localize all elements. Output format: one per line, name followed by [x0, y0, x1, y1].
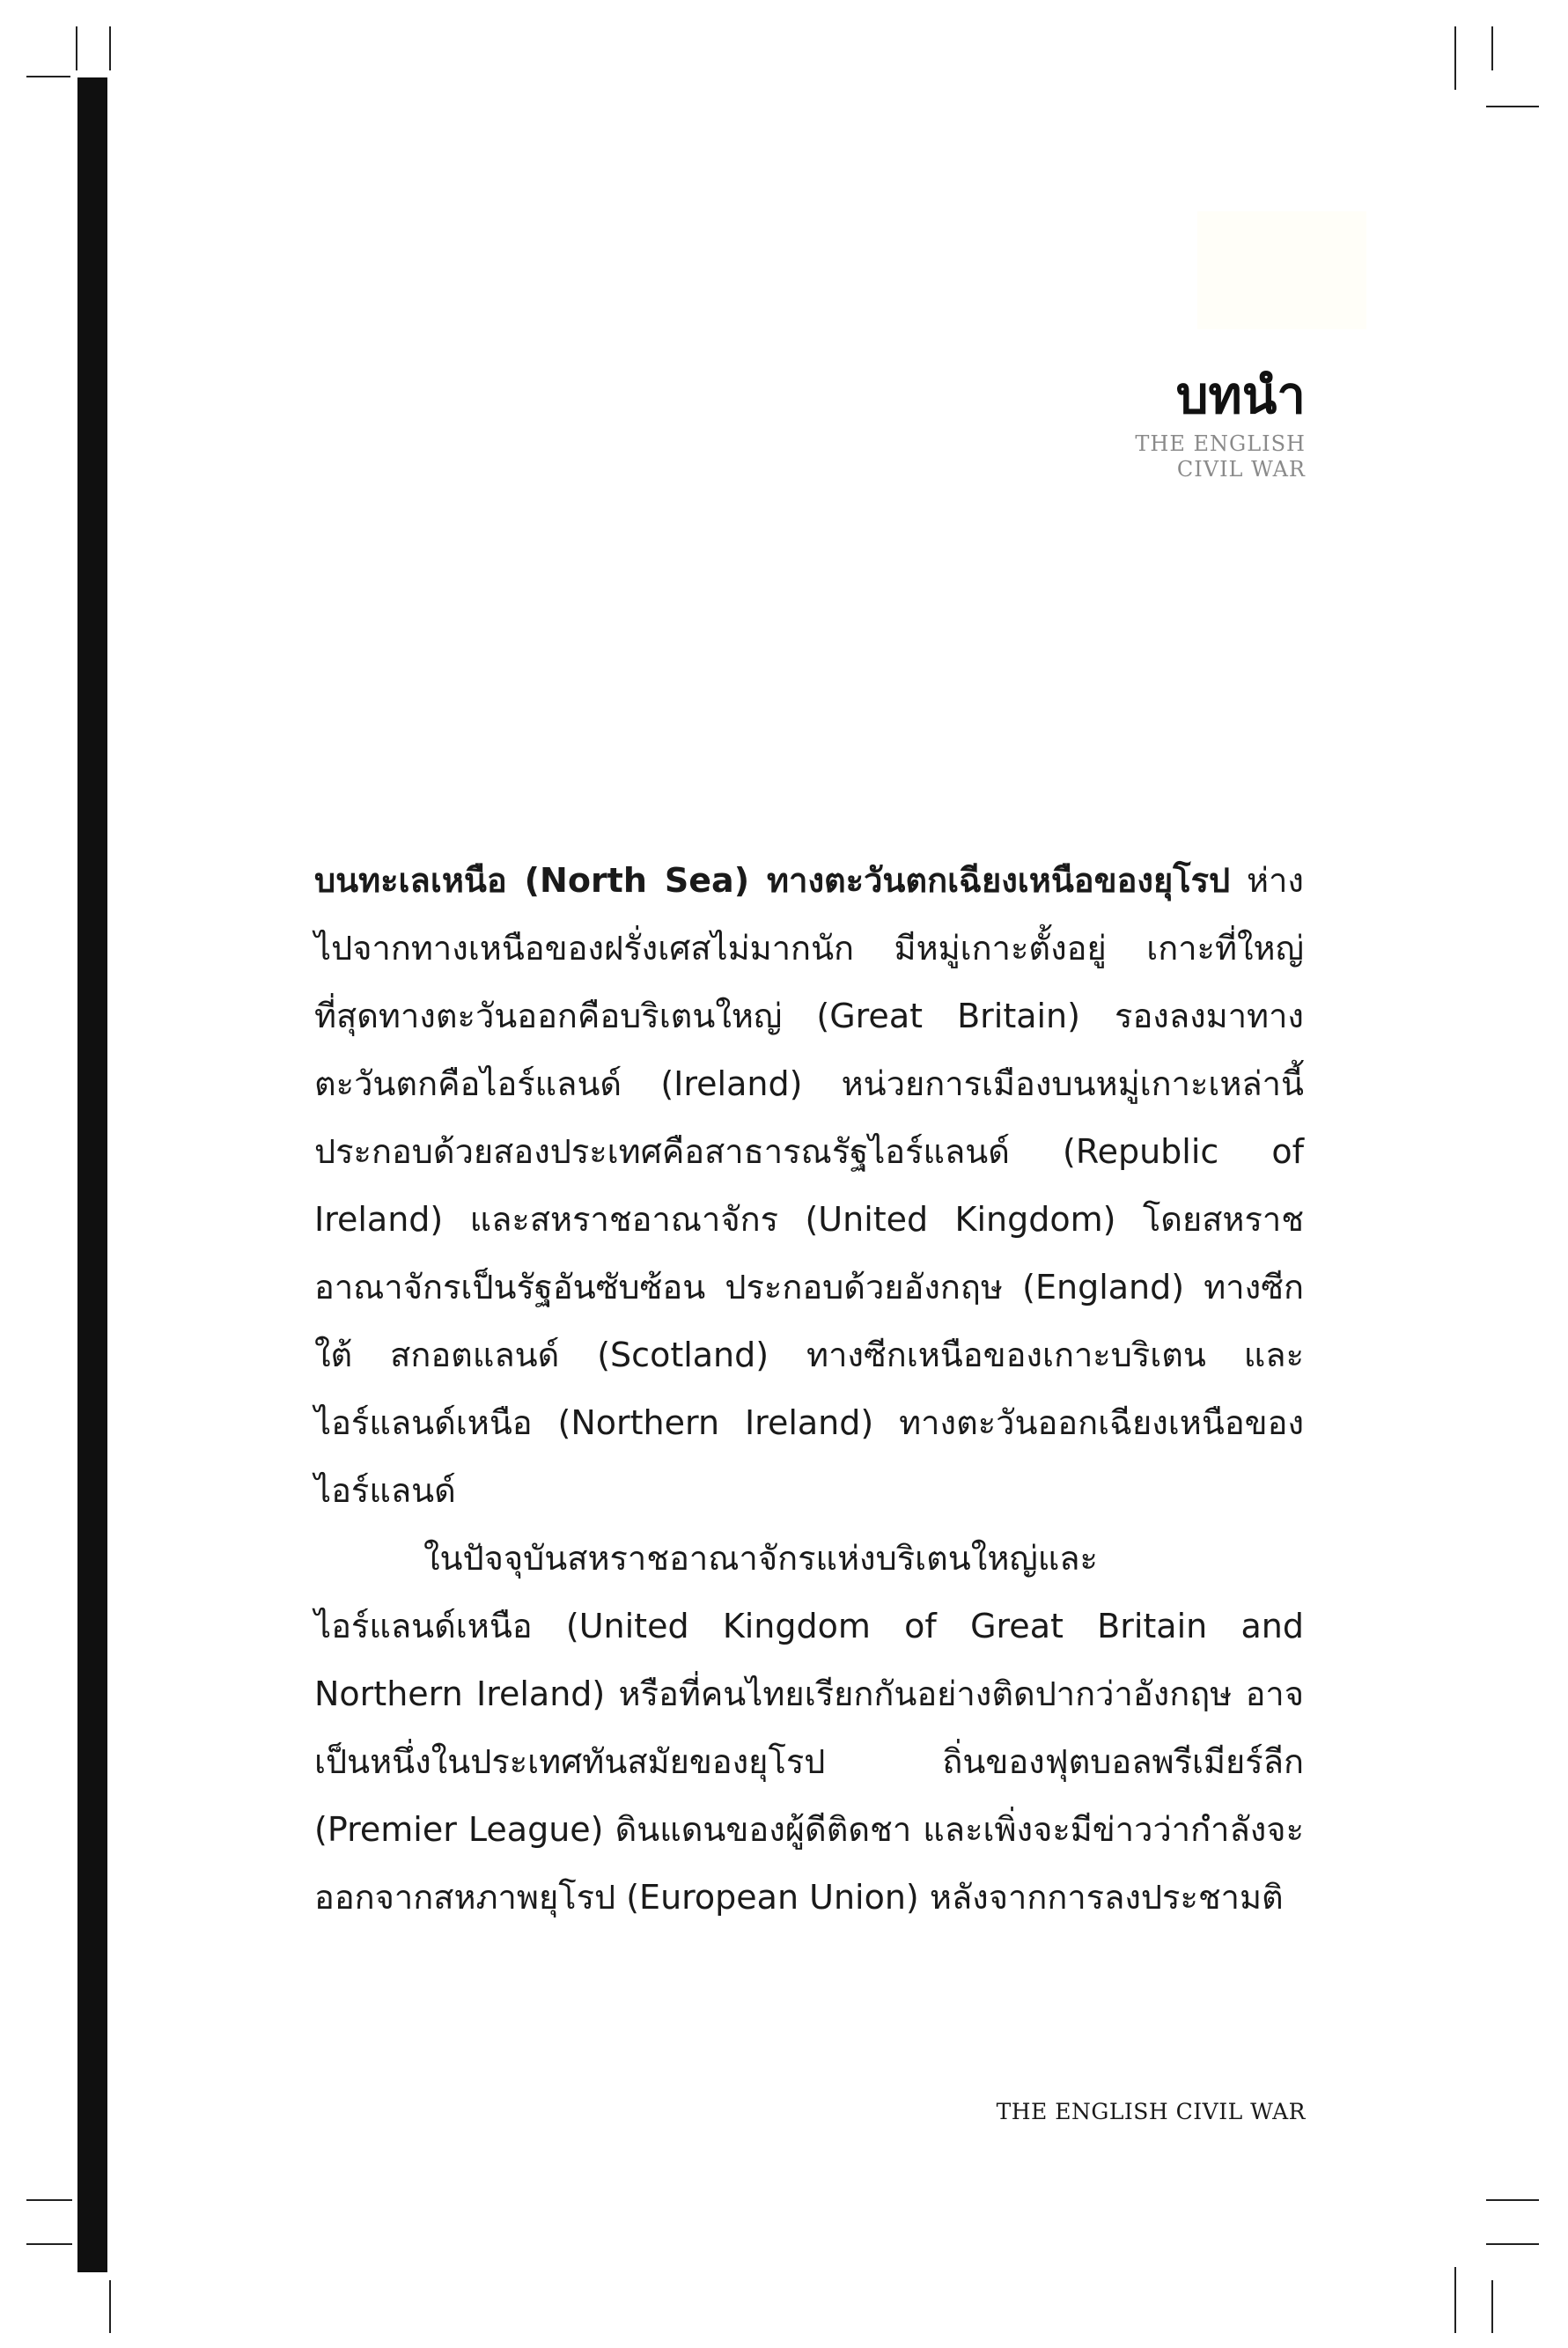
crop-mark-bottom-left-h2: [26, 2243, 72, 2245]
crop-mark-bottom-right-h: [1486, 2199, 1539, 2201]
paragraph-1: [314, 847, 1304, 1525]
crop-mark-bottom-right-v2: [1491, 2280, 1493, 2333]
running-footer: THE ENGLISH CIVIL WAR: [996, 2099, 1306, 2124]
crop-mark-bottom-left-v: [109, 2280, 111, 2333]
chapter-title: บทนำ: [1175, 365, 1306, 425]
paragraph-1-lead: บนทะเลเหนือ (North Sea) ทางตะวันตกเฉียงเหนือของยุโรป: [314, 861, 1231, 900]
body-text: [314, 847, 1304, 1932]
crop-mark-top-right-v2: [1491, 26, 1493, 70]
crop-mark-top-right-v: [1454, 26, 1456, 90]
chapter-subtitle: [1135, 431, 1306, 482]
crop-mark-bottom-right-h2: [1486, 2243, 1539, 2245]
paragraph-1-text: ห่างไปจากทางเหนือของฝรั่งเศสไม่มากนัก มีหมู่เกาะตั้งอยู่ เกาะที่ใหญ่ที่สุดทางตะวันออกคือบริเตนใหญ่ (Great Britain) รองลงมาทางตะวันตกคือไอร์แลนด์ (Ireland) หน่วยการเมืองบนหมู่เกาะเหล่านี้ประกอบด้วยสองประเทศคือสาธารณรัฐไอร์แลนด์ (Republic of Ireland) และสหราชอาณาจักร (United Kingdom) โดยสหราชอาณาจักรเป็นรัฐอันซับซ้อน ประกอบด้วยอังกฤษ (England) ทางซีกใต้ สกอตแลนด์ (Scotland) ทางซีกเหนือของเกาะบริเตน และไอร์แลนด์เหนือ (Northern Ireland) ทางตะวันออกเฉียงเหนือของไอร์แลนด์: [314, 861, 1304, 1510]
chapter-subtitle-line-2: CIVIL WAR: [1176, 456, 1306, 482]
book-spine-bar: [77, 77, 107, 2272]
crop-mark-top-left-v: [76, 26, 77, 70]
chapter-subtitle-line-1: THE ENGLISH: [1135, 431, 1306, 456]
crop-mark-top-right-h: [1486, 106, 1539, 107]
paragraph-2: ในปัจจุบันสหราชอาณาจักรแห่งบริเตนใหญ่และไอร์แลนด์เหนือ (United Kingdom of Great Britain and Northern Ireland) หรือที่คนไทยเรียกกันอย่างติดปากว่าอังกฤษ อาจเป็นหนึ่งในประเทศทันสมัยของยุโรป ถิ่นของฟุตบอลพรีเมียร์ลีก (Premier League) ดินแดนของผู้ดีติดชา และเพิ่งจะมีข่าวว่ากำลังจะออกจากสหภาพยุโรป (European Union) หลังจากการลงประชามติ: [314, 1539, 1304, 1917]
corner-tint-block: [1197, 211, 1366, 329]
crop-mark-top-left-v2: [109, 26, 111, 70]
crop-mark-bottom-left-h: [26, 2199, 72, 2201]
crop-mark-top-left-h: [26, 76, 70, 77]
crop-mark-bottom-right-v: [1454, 2267, 1456, 2333]
chapter-heading: [1135, 365, 1306, 482]
